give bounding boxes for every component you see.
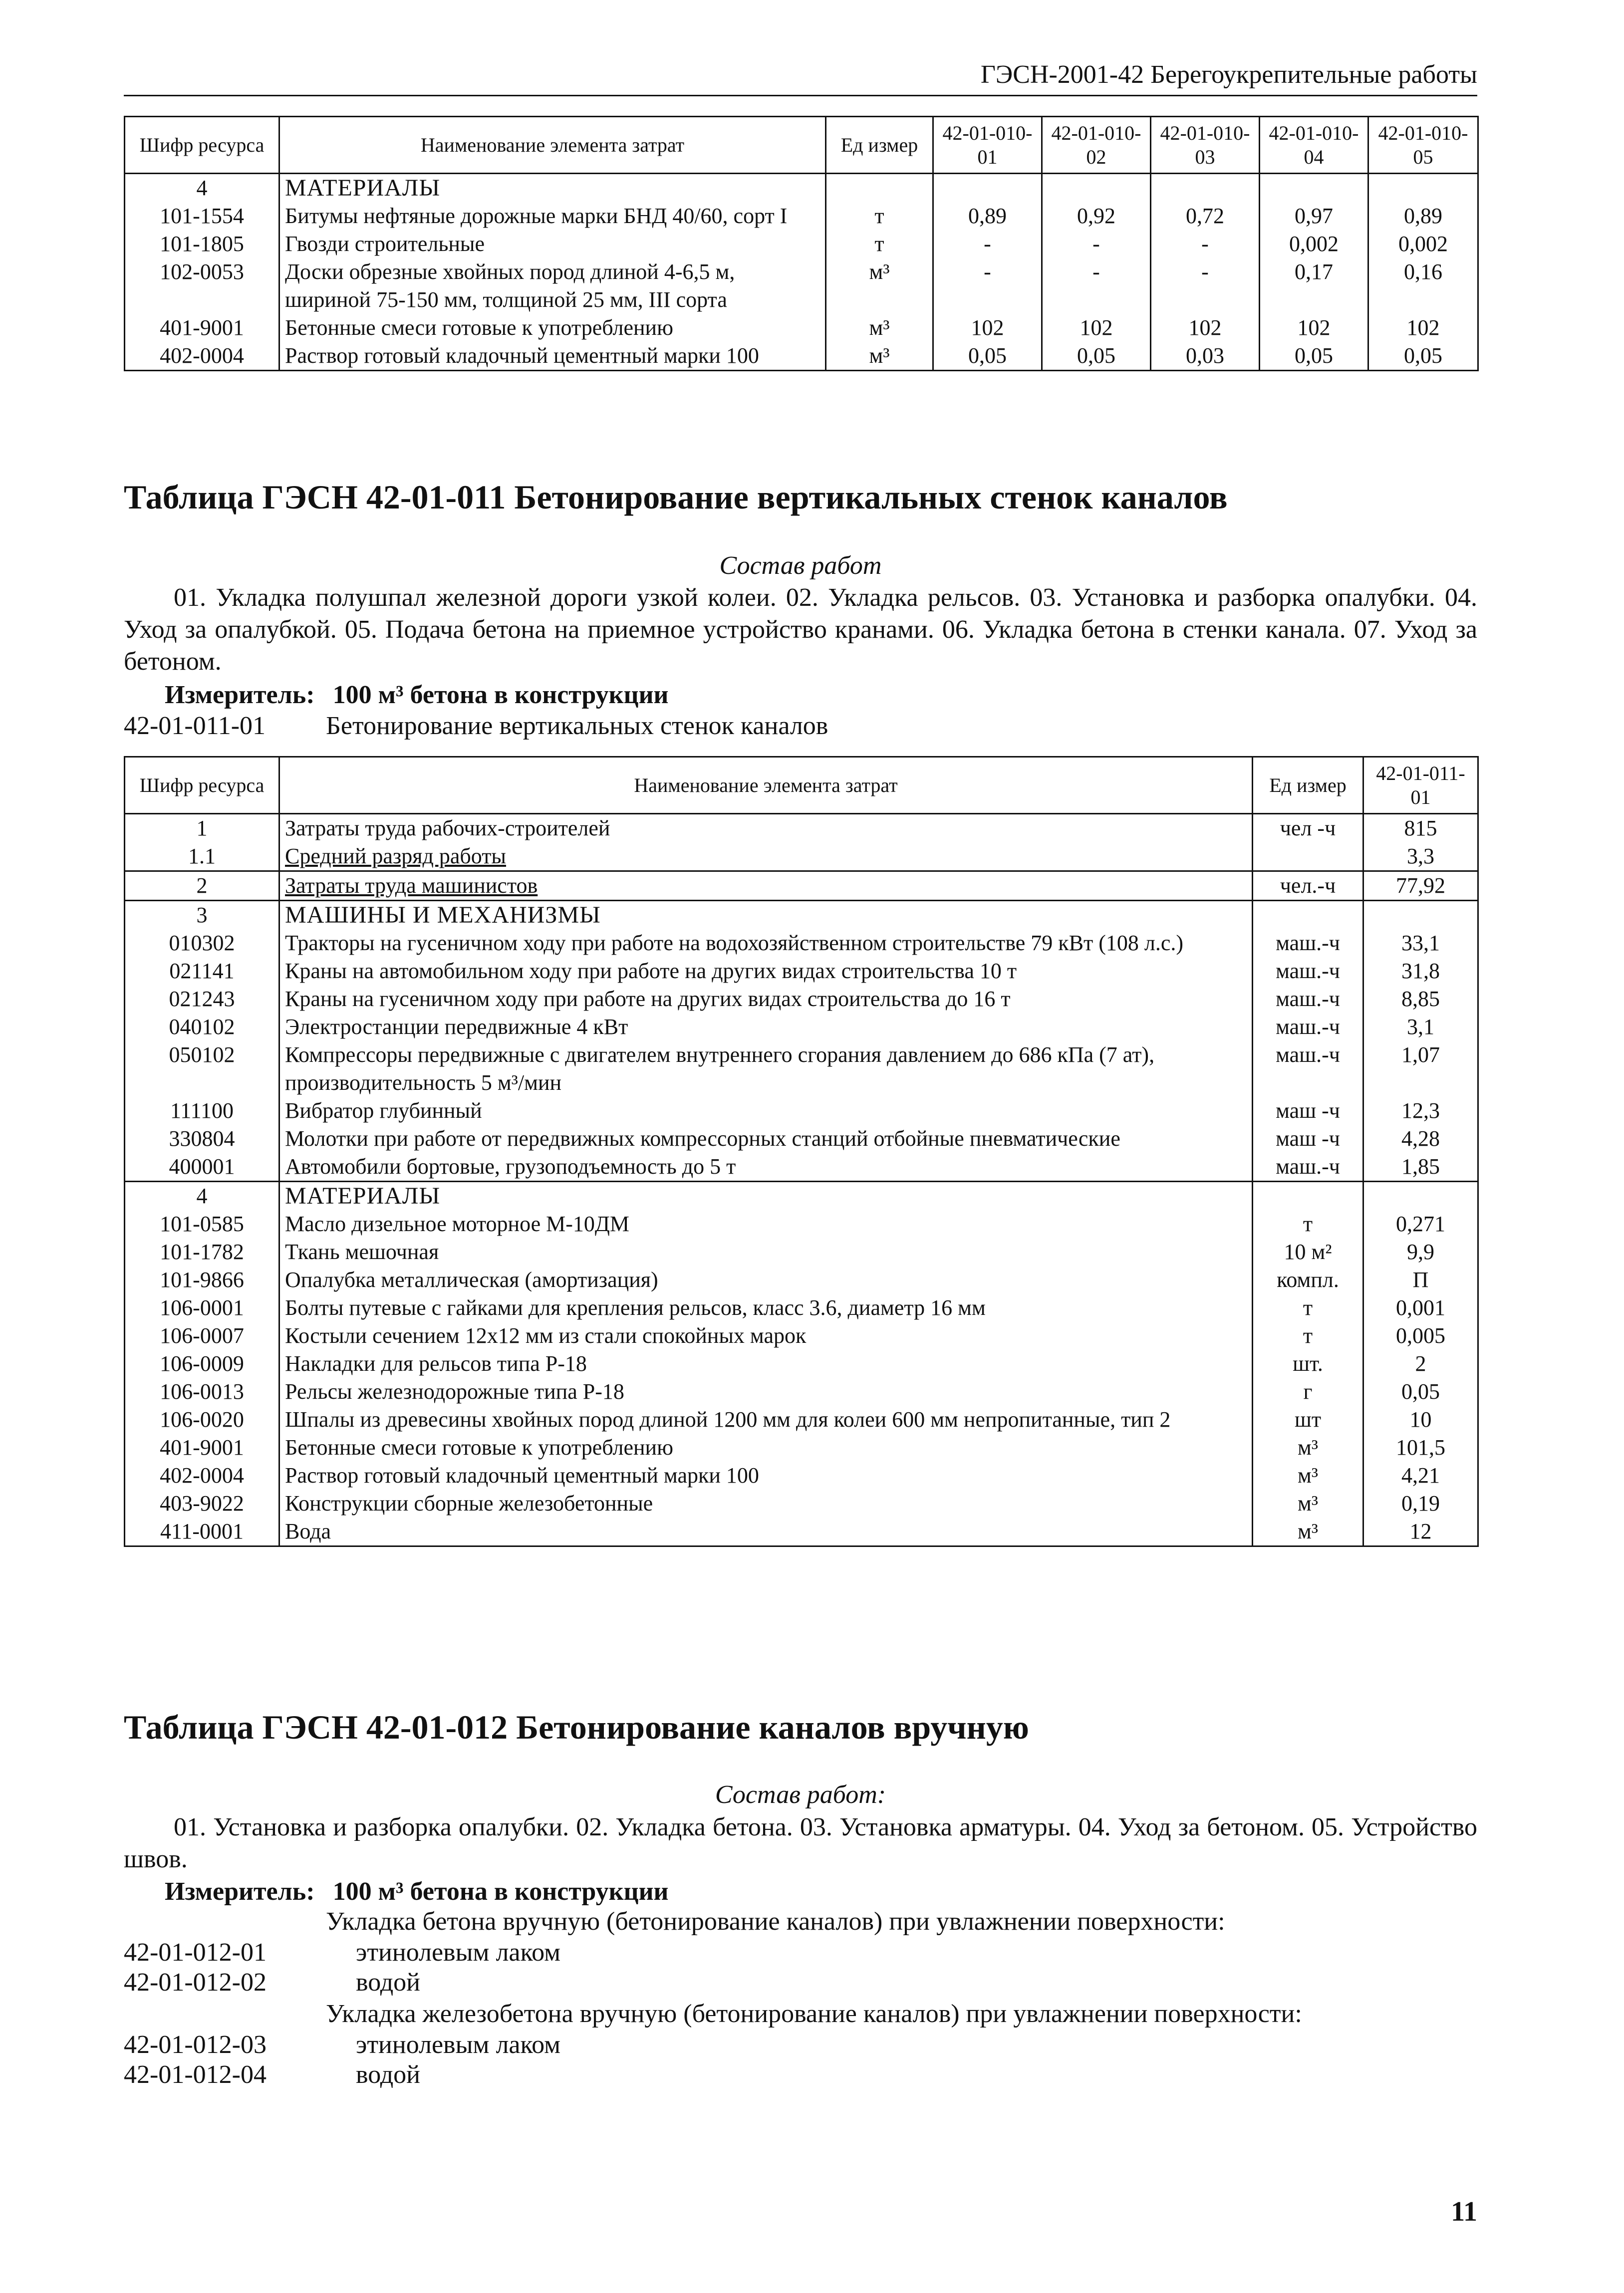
item-name: водой: [356, 1968, 420, 1997]
table-row: [125, 342, 1478, 371]
cell-unit: [1253, 1182, 1363, 1211]
table-row: [125, 1518, 1478, 1546]
table-body: [125, 174, 1478, 371]
cell-unit: [826, 174, 933, 203]
cell-value: 31,8: [1363, 957, 1478, 985]
item-name: этинолевым лаком: [356, 2031, 561, 2059]
cell-value: -: [1151, 258, 1260, 314]
cell-name: Конструкции сборные железобетонные: [279, 1490, 1253, 1518]
cell-value: 0,05: [933, 342, 1042, 371]
cell-value: 102: [1368, 314, 1478, 342]
cell-value: 0,16: [1368, 258, 1478, 314]
cell-value: 0,05: [1363, 1378, 1478, 1406]
cell-code: 1.1: [125, 842, 279, 871]
table-row: [125, 1153, 1478, 1182]
cell-value: 0,005: [1363, 1322, 1478, 1350]
item-code: 42-01-012-03: [124, 2031, 267, 2059]
cell-value: -: [933, 230, 1042, 258]
header-col: 42-01-011-01: [1363, 757, 1478, 814]
cell-unit: чел -ч: [1253, 814, 1363, 843]
cell-value: 4,21: [1363, 1462, 1478, 1490]
header-col: 42-01-010-02: [1042, 117, 1151, 174]
cell-code: 3: [125, 901, 279, 930]
cell-name: Накладки для рельсов типа Р-18: [279, 1350, 1253, 1378]
cell-unit: маш.-ч: [1253, 957, 1363, 985]
cell-value: 815: [1363, 814, 1478, 843]
cell-value: 0,05: [1042, 342, 1151, 371]
table-row: [125, 814, 1478, 843]
cell-name: Краны на автомобильном ходу при работе на других видах строительства 10 т: [279, 957, 1253, 985]
header-unit: Ед измер: [1253, 757, 1363, 814]
table-row: [125, 957, 1478, 985]
table-42-01-010: [124, 116, 1479, 371]
cell-code: 402-0004: [125, 342, 279, 371]
cell-unit: м³: [1253, 1462, 1363, 1490]
cell-name: МАШИНЫ И МЕХАНИЗМЫ: [279, 901, 1253, 930]
cell-value: 0,72: [1151, 202, 1260, 230]
cell-code: 050102: [125, 1041, 279, 1097]
cell-value: 4,28: [1363, 1125, 1478, 1153]
cell-code: 411-0001: [125, 1518, 279, 1546]
table-row: [125, 1238, 1478, 1266]
cell-name: Затраты труда рабочих-строителей: [279, 814, 1253, 843]
works-heading: Состав работ: [719, 551, 882, 580]
header-col: 42-01-010-04: [1260, 117, 1368, 174]
cell-code: 400001: [125, 1153, 279, 1182]
cell-value: [1363, 1182, 1478, 1211]
cell-value: 0,05: [1260, 342, 1368, 371]
cell-unit: [1253, 901, 1363, 930]
table-row: [125, 1462, 1478, 1490]
cell-code: 401-9001: [125, 314, 279, 342]
cell-value: 12,3: [1363, 1097, 1478, 1125]
cell-name: Раствор готовый кладочный цементный марки 100: [279, 1462, 1253, 1490]
cell-name: Бетонные смеси готовые к употреблению: [279, 314, 826, 342]
table-row: [125, 174, 1478, 203]
table-row: [125, 1041, 1478, 1097]
cell-unit: г: [1253, 1378, 1363, 1406]
table-row: [125, 314, 1478, 342]
cell-value: 0,92: [1042, 202, 1151, 230]
cell-unit: 10 м²: [1253, 1238, 1363, 1266]
table-row: [125, 871, 1478, 901]
header-col: 42-01-010-05: [1368, 117, 1478, 174]
table-row: [125, 230, 1478, 258]
item-line: [124, 1937, 560, 1968]
item-line: [124, 1967, 420, 1998]
cell-code: 4: [125, 174, 279, 203]
table-row: [125, 985, 1478, 1013]
cell-code: 403-9022: [125, 1490, 279, 1518]
item-code: 42-01-012-02: [124, 1968, 267, 1997]
cell-code: 106-0009: [125, 1350, 279, 1378]
cell-name: Болты путевые с гайками для крепления рельсов, класс 3.6, диаметр 16 мм: [279, 1294, 1253, 1322]
cell-value: 2: [1363, 1350, 1478, 1378]
cell-code: 2: [125, 871, 279, 901]
cell-value: 12: [1363, 1518, 1478, 1546]
table-body: [125, 814, 1478, 1546]
cell-value: 3,1: [1363, 1013, 1478, 1041]
cell-value: 102: [1151, 314, 1260, 342]
cell-name: Бетонные смеси готовые к употреблению: [279, 1434, 1253, 1462]
cell-value: 10: [1363, 1406, 1478, 1434]
cell-value: 0,002: [1260, 230, 1368, 258]
header-code: Шифр ресурса: [125, 117, 279, 174]
meter-value: 100 м³ бетона в конструкции: [332, 1877, 669, 1906]
table-row: [125, 1322, 1478, 1350]
table-row: [125, 929, 1478, 957]
table-row: [125, 1490, 1478, 1518]
cell-code: 101-1805: [125, 230, 279, 258]
cell-value: 1,85: [1363, 1153, 1478, 1182]
meter-label: Измеритель:: [165, 1877, 315, 1906]
cell-code: 4: [125, 1182, 279, 1211]
cell-code: 101-9866: [125, 1266, 279, 1294]
cell-name: Раствор готовый кладочный цементный марки 100: [279, 342, 826, 371]
cell-value: 0,05: [1368, 342, 1478, 371]
table-row: [125, 1125, 1478, 1153]
table-row: [125, 258, 1478, 314]
cell-unit: т: [1253, 1322, 1363, 1350]
cell-unit: маш.-ч: [1253, 1041, 1363, 1097]
works-text: 01. Установка и разборка опалубки. 02. Укладка бетона. 03. Установка арматуры. 04. Уход за бетоном. 05. Устройство швов.: [124, 1813, 1477, 1873]
cell-code: 111100: [125, 1097, 279, 1125]
item-code: 42-01-012-01: [124, 1938, 267, 1967]
cell-name: Электростанции передвижные 4 кВт: [279, 1013, 1253, 1041]
table-row: [125, 202, 1478, 230]
cell-name: Опалубка металлическая (амортизация): [279, 1266, 1253, 1294]
cell-code: 040102: [125, 1013, 279, 1041]
cell-name: Гвозди строительные: [279, 230, 826, 258]
cell-unit: маш.-ч: [1253, 1013, 1363, 1041]
cell-name: Вибратор глубинный: [279, 1097, 1253, 1125]
table-row: [125, 1406, 1478, 1434]
cell-value: 101,5: [1363, 1434, 1478, 1462]
cell-value: 0,271: [1363, 1210, 1478, 1238]
table-row: [125, 1294, 1478, 1322]
cell-name: Компрессоры передвижные с двигателем внутреннего сгорания давлением до 686 кПа (7 ат), производительность 5 м³/мин: [279, 1041, 1253, 1097]
cell-unit: м³: [1253, 1434, 1363, 1462]
table-row: [125, 1350, 1478, 1378]
header-name: Наименование элемента затрат: [279, 757, 1253, 814]
works-heading: Состав работ:: [715, 1781, 886, 1809]
cell-name: Затраты труда машинистов: [279, 871, 1253, 901]
cell-code: 1: [125, 814, 279, 843]
cell-value: 33,1: [1363, 929, 1478, 957]
cell-unit: шт: [1253, 1406, 1363, 1434]
cell-unit: шт.: [1253, 1350, 1363, 1378]
cell-value: 0,03: [1151, 342, 1260, 371]
meter-line: [165, 1876, 669, 1907]
cell-code: 102-0053: [125, 258, 279, 314]
cell-unit: маш -ч: [1253, 1125, 1363, 1153]
cell-value: 0,97: [1260, 202, 1368, 230]
cell-unit: м³: [826, 314, 933, 342]
cell-value: [1363, 901, 1478, 930]
cell-value: -: [1042, 230, 1151, 258]
cell-name: Ткань мешочная: [279, 1238, 1253, 1266]
cell-value: -: [1151, 230, 1260, 258]
cell-unit: маш -ч: [1253, 1097, 1363, 1125]
cell-unit: т: [1253, 1294, 1363, 1322]
cell-value: 0,001: [1363, 1294, 1478, 1322]
cell-code: 101-1782: [125, 1238, 279, 1266]
running-header: ГЭСН-2001-42 Берегоукрепительные работы: [980, 60, 1477, 89]
cell-name: Масло дизельное моторное М-10ДМ: [279, 1210, 1253, 1238]
cell-name: Костыли сечением 12х12 мм из стали спокойных марок: [279, 1322, 1253, 1350]
cell-code: 101-0585: [125, 1210, 279, 1238]
table-row: [125, 901, 1478, 930]
cell-code: 106-0013: [125, 1378, 279, 1406]
table-row: [125, 1378, 1478, 1406]
table-row: [125, 1210, 1478, 1238]
cell-name: Молотки при работе от передвижных компрессорных станций отбойные пневматические: [279, 1125, 1253, 1153]
cell-value: [1042, 174, 1151, 203]
cell-value: 0,19: [1363, 1490, 1478, 1518]
cell-value: 1,07: [1363, 1041, 1478, 1097]
cell-code: 330804: [125, 1125, 279, 1153]
table-42-01-011: [124, 756, 1479, 1547]
cell-unit: т: [1253, 1210, 1363, 1238]
item-code: 42-01-012-04: [124, 2060, 267, 2089]
cell-unit: м³: [1253, 1490, 1363, 1518]
section-title-012: Таблица ГЭСН 42-01-012 Бетонирование каналов вручную: [124, 1708, 1029, 1746]
cell-value: -: [933, 258, 1042, 314]
cell-code: 106-0020: [125, 1406, 279, 1434]
cell-value: 102: [1260, 314, 1368, 342]
item-line: [124, 2030, 560, 2060]
cell-unit: т: [826, 230, 933, 258]
cell-value: 0,002: [1368, 230, 1478, 258]
cell-unit: чел.-ч: [1253, 871, 1363, 901]
cell-name: Шпалы из древесины хвойных пород длиной 1200 мм для колеи 600 мм непропитанные, тип 2: [279, 1406, 1253, 1434]
cell-code: 106-0001: [125, 1294, 279, 1322]
table-row: [125, 1013, 1478, 1041]
cell-unit: маш.-ч: [1253, 985, 1363, 1013]
works-text: 01. Укладка полушпал железной дороги узкой колеи. 02. Укладка рельсов. 03. Установка и разборка опалубки. 04. Уход за опалубкой. 05. Подача бетона на приемное устройство кранами. 06. Укладка бетона в стенки канала. 07. Уход за бетоном.: [124, 583, 1477, 676]
header-unit: Ед измер: [826, 117, 933, 174]
item-name: этинолевым лаком: [356, 1938, 561, 1967]
cell-value: 102: [1042, 314, 1151, 342]
meter-label: Измеритель:: [165, 681, 315, 709]
group-title: Укладка железобетона вручную (бетонирование каналов) при увлажнении поверхности:: [326, 2000, 1302, 2028]
cell-code: 021141: [125, 957, 279, 985]
cell-value: 9,9: [1363, 1238, 1478, 1266]
meter-value: 100 м³ бетона в конструкции: [332, 681, 669, 709]
cell-unit: м³: [1253, 1518, 1363, 1546]
item-line: [124, 2059, 420, 2090]
header-code: Шифр ресурса: [125, 757, 279, 814]
cell-value: П: [1363, 1266, 1478, 1294]
page-number: 11: [1451, 2196, 1477, 2227]
cell-value: -: [1042, 258, 1151, 314]
item-code: 42-01-011-01: [124, 712, 266, 740]
cell-value: 8,85: [1363, 985, 1478, 1013]
cell-code: 401-9001: [125, 1434, 279, 1462]
cell-value: 0,17: [1260, 258, 1368, 314]
cell-value: [1151, 174, 1260, 203]
cell-value: [1368, 174, 1478, 203]
item-name: Бетонирование вертикальных стенок каналов: [326, 712, 828, 740]
cell-value: 3,3: [1363, 842, 1478, 871]
cell-name: Доски обрезные хвойных пород длиной 4-6,5 м, шириной 75-150 мм, толщиной 25 мм, III сорта: [279, 258, 826, 314]
cell-unit: маш.-ч: [1253, 929, 1363, 957]
cell-name: Рельсы железнодорожные типа Р-18: [279, 1378, 1253, 1406]
item-line: [124, 711, 828, 742]
cell-unit: м³: [826, 342, 933, 371]
cell-name: МАТЕРИАЛЫ: [279, 1182, 1253, 1211]
cell-code: 402-0004: [125, 1462, 279, 1490]
cell-value: 77,92: [1363, 871, 1478, 901]
cell-name: Тракторы на гусеничном ходу при работе на водохозяйственном строительстве 79 кВт (108 л.с.): [279, 929, 1253, 957]
table-row: [125, 1266, 1478, 1294]
cell-unit: компл.: [1253, 1266, 1363, 1294]
header-col: 42-01-010-03: [1151, 117, 1260, 174]
cell-value: 0,89: [1368, 202, 1478, 230]
cell-name: Средний разряд работы: [279, 842, 1253, 871]
cell-name: МАТЕРИАЛЫ: [279, 174, 826, 203]
cell-unit: т: [826, 202, 933, 230]
cell-name: Битумы нефтяные дорожные марки БНД 40/60, сорт I: [279, 202, 826, 230]
group-title: Укладка бетона вручную (бетонирование каналов) при увлажнении поверхности:: [326, 1907, 1225, 1936]
cell-value: 0,89: [933, 202, 1042, 230]
table-row: [125, 1182, 1478, 1211]
table-row: [125, 1434, 1478, 1462]
cell-code: 101-1554: [125, 202, 279, 230]
meter-line: [165, 680, 669, 711]
cell-unit: [1253, 842, 1363, 871]
header-col: 42-01-010-01: [933, 117, 1042, 174]
item-name: водой: [356, 2060, 420, 2089]
cell-unit: маш.-ч: [1253, 1153, 1363, 1182]
cell-name: Краны на гусеничном ходу при работе на других видах строительства до 16 т: [279, 985, 1253, 1013]
cell-name: Автомобили бортовые, грузоподъемность до 5 т: [279, 1153, 1253, 1182]
table-row: [125, 842, 1478, 871]
cell-value: [1260, 174, 1368, 203]
cell-unit: м³: [826, 258, 933, 314]
cell-code: 010302: [125, 929, 279, 957]
cell-value: 102: [933, 314, 1042, 342]
cell-name: Вода: [279, 1518, 1253, 1546]
cell-value: [933, 174, 1042, 203]
cell-code: 021243: [125, 985, 279, 1013]
header-rule: [124, 95, 1477, 96]
section-title-011: Таблица ГЭСН 42-01-011 Бетонирование вертикальных стенок каналов: [124, 478, 1228, 516]
cell-code: 106-0007: [125, 1322, 279, 1350]
header-name: Наименование элемента затрат: [279, 117, 826, 174]
table-row: [125, 1097, 1478, 1125]
